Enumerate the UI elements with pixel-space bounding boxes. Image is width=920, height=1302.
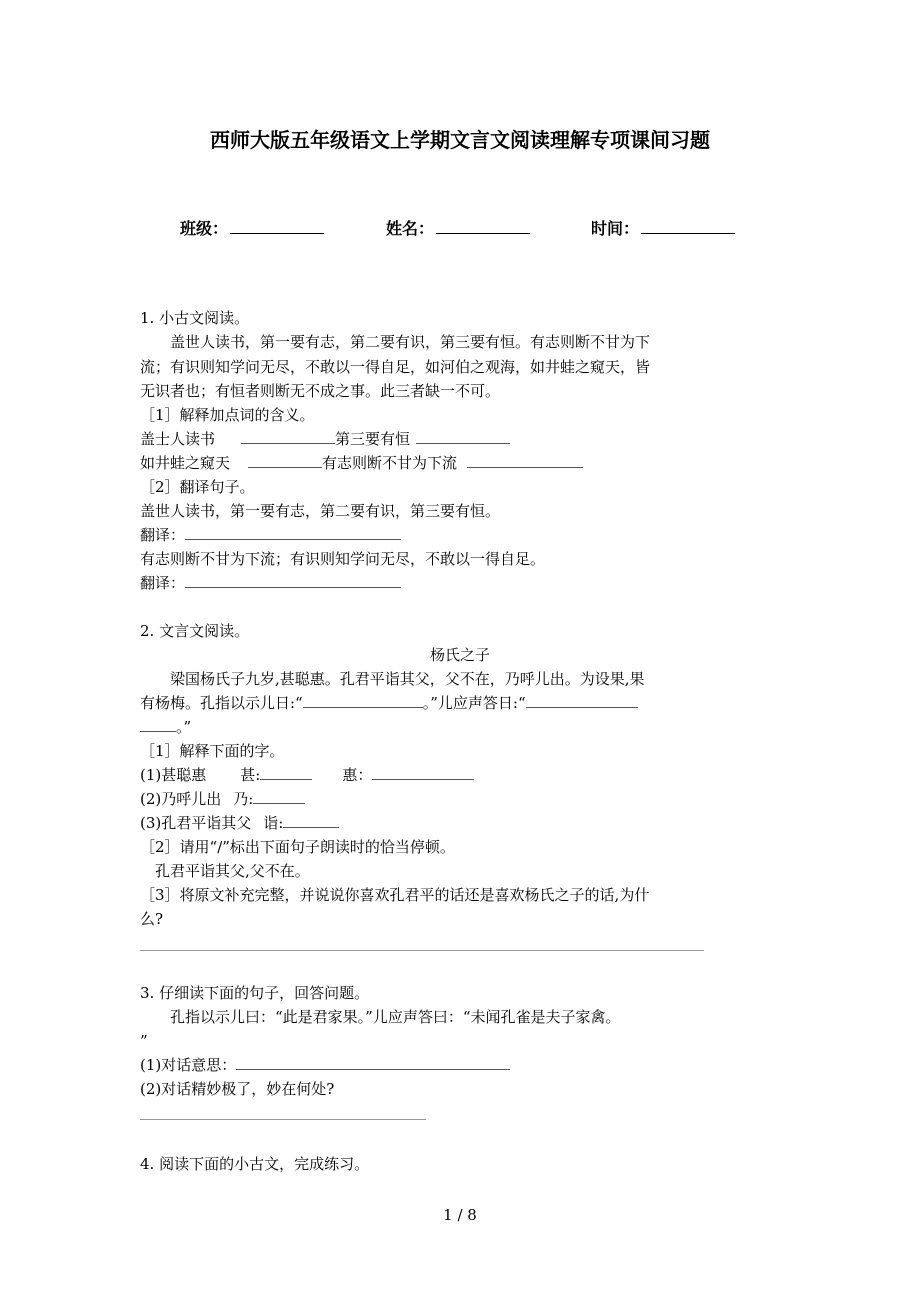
- name-field: [386, 216, 530, 239]
- answer-blank[interactable]: [283, 813, 339, 828]
- answer-blank[interactable]: [241, 429, 335, 444]
- q2-sub1: ［1］解释下面的字。: [140, 742, 285, 760]
- q2-item3: [140, 811, 339, 835]
- q4-heading: 4. 阅读下面的小古文，完成练习。: [140, 1155, 370, 1173]
- answer-blank[interactable]: [185, 525, 401, 540]
- answer-blank[interactable]: [185, 573, 401, 588]
- q1-translate1: [140, 523, 401, 547]
- page-number: 1 / 8: [443, 1206, 477, 1224]
- answer-line[interactable]: [140, 950, 704, 951]
- passage-text: 。”儿应声答日:“: [422, 694, 526, 712]
- answer-blank[interactable]: [526, 693, 638, 708]
- q2-heading: 2. 文言文阅读。: [140, 622, 250, 640]
- vocab-item: 盖士人读书: [140, 430, 216, 448]
- q1-passage-line: 盖世人读书，第一要有志，第二要有识，第三要有恒。有志则断不甘为下: [140, 333, 651, 351]
- q1-sub2: ［2］翻译句子。: [140, 478, 255, 496]
- q1-heading: 1. 小古文阅读。: [140, 309, 250, 327]
- q3-item1: [140, 1053, 510, 1077]
- q1-translate2: [140, 571, 401, 595]
- item-text: (2)乃呼儿出: [140, 790, 222, 808]
- q1-vocab-row1: [140, 427, 510, 451]
- vocab-item: 有志则断不甘为下流: [322, 454, 458, 472]
- answer-blank[interactable]: [467, 453, 583, 468]
- answer-blank[interactable]: [253, 789, 305, 804]
- translate-label: 翻译：: [140, 526, 186, 544]
- time-label: 时间：: [591, 219, 640, 238]
- q1-vocab-row2: [140, 451, 583, 475]
- answer-blank[interactable]: [140, 717, 176, 732]
- passage-text: 。”: [176, 718, 192, 736]
- item-text: 惠：: [342, 766, 373, 784]
- q2-passage-line: 梁国杨氏子九岁,甚聪惠。孔君平诣其父，父不在，乃呼儿出。为设果,果: [140, 670, 645, 688]
- q1-sentence2: 有志则断不甘为下流；有识则知学问无尽，不敢以一得自足。: [140, 550, 546, 568]
- vocab-item: 如井蛙之窥天: [140, 454, 231, 472]
- q2-sub3-cont: 么?: [140, 910, 164, 928]
- q1-passage-line: 无识者也；有恒者则断无不成之事。此三者缺一不可。: [140, 382, 501, 400]
- q3-passage-line: ”: [140, 1032, 148, 1050]
- time-field: [591, 216, 735, 239]
- item-text: (1)甚聪惠: [140, 766, 207, 784]
- q2-story-title: 杨氏之子: [429, 646, 490, 664]
- item-text: (3)孔君平诣其父: [140, 814, 252, 832]
- item-text: 乃:: [233, 790, 254, 808]
- answer-blank[interactable]: [416, 429, 510, 444]
- q3-passage-line: 孔指以示儿曰：“此是君家果。”儿应声答曰：“未闻孔雀是夫子家禽。: [140, 1008, 621, 1026]
- translate-label: 翻译：: [140, 574, 186, 592]
- q2-sub2: ［2］请用“/”标出下面句子朗读时的恰当停顿。: [140, 838, 455, 856]
- answer-line[interactable]: [140, 1119, 426, 1120]
- q2-passage-line: [140, 691, 638, 715]
- answer-blank[interactable]: [303, 693, 423, 708]
- item-text: 甚:: [240, 766, 261, 784]
- q3-item2: (2)对话精妙极了，妙在何处?: [140, 1080, 335, 1098]
- passage-text: 有杨梅。孔指以示儿日:“: [140, 694, 303, 712]
- name-label: 姓名：: [386, 219, 435, 238]
- item-text: 诣:: [263, 814, 284, 832]
- vocab-item: 第三要有恒: [335, 430, 411, 448]
- q2-item1: [140, 763, 474, 787]
- q1-sentence1: 盖世人读书，第一要有志，第二要有识，第三要有恒。: [140, 502, 501, 520]
- class-blank[interactable]: [230, 219, 324, 234]
- q2-item2: [140, 787, 305, 811]
- item-text: (1)对话意思：: [140, 1056, 237, 1074]
- answer-blank[interactable]: [248, 453, 322, 468]
- answer-blank[interactable]: [372, 765, 474, 780]
- answer-blank[interactable]: [236, 1055, 510, 1070]
- q1-passage-line: 流；有识则知学问无尽，不敢以一得自足，如河伯之观海，如井蛙之窥天，皆: [140, 358, 651, 376]
- q2-sub3: ［3］将原文补充完整，并说说你喜欢孔君平的话还是喜欢杨氏之子的话,为什: [140, 886, 650, 904]
- name-blank[interactable]: [436, 219, 530, 234]
- q2-pause-sentence: 孔君平诣其父,父不在。: [140, 862, 310, 880]
- q1-sub1: ［1］解释加点词的含义。: [140, 406, 315, 424]
- time-blank[interactable]: [641, 219, 735, 234]
- class-field: [180, 216, 324, 239]
- answer-blank[interactable]: [260, 765, 312, 780]
- q2-passage-line: [140, 715, 191, 739]
- class-label: 班级：: [180, 219, 229, 238]
- document-title: 西师大版五年级语文上学期文言文阅读理解专项课间习题: [210, 128, 710, 152]
- q3-heading: 3. 仔细读下面的句子，回答问题。: [140, 984, 370, 1002]
